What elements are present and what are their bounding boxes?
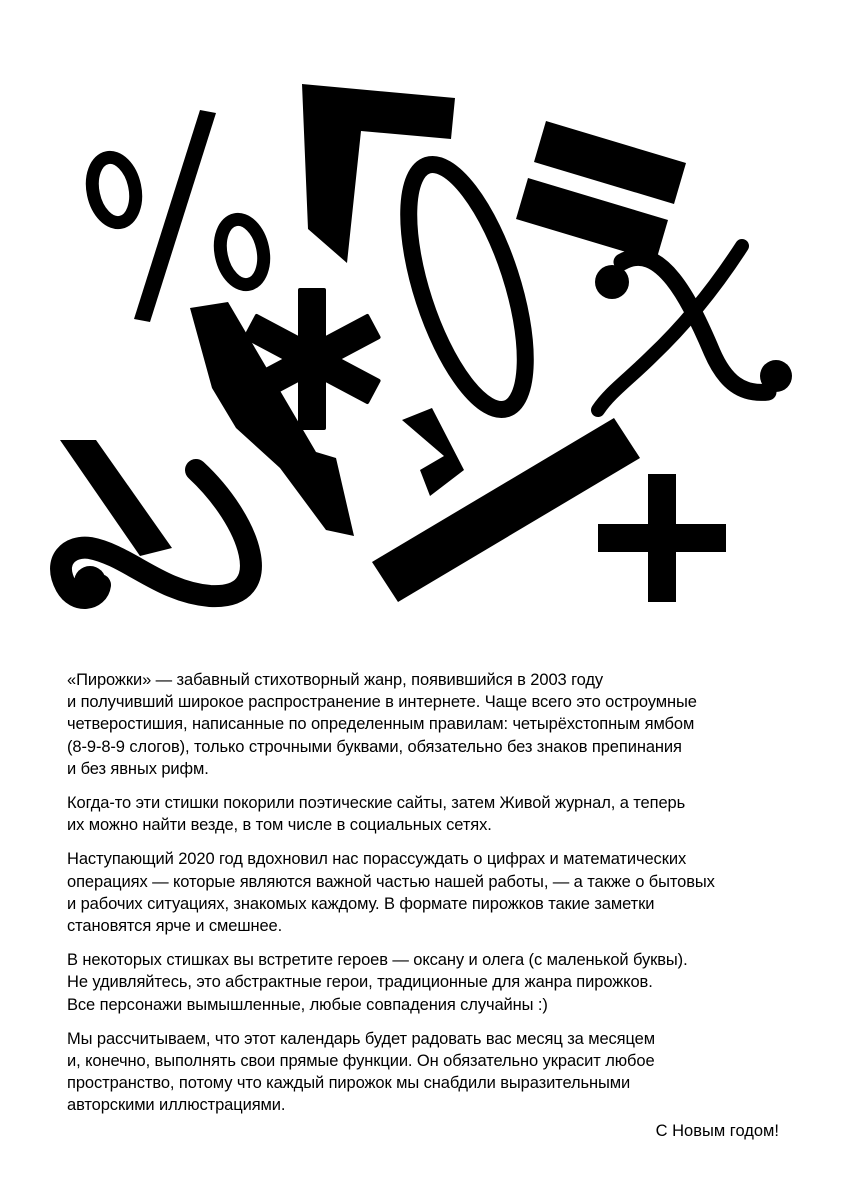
intro-paragraph: Мы рассчитываем, что этот календарь будет радовать вас месяц за месяцем и, конечно, выполнять свои прямые функции. Он обязательно украсит любое пространство, потому что каждый пирожок мы снабдили выразительными авторскими иллюстрациями.	[67, 1029, 656, 1115]
intro-paragraph: В некоторых стишках вы встретите героев — оксану и олега (с маленькой буквы). Не удивляйтесь, это абстрактные герои, традиционные для жанра пирожков. Все персонажи вымышленные, любые совпадения случайны :)	[67, 951, 688, 1014]
intro-paragraph: «Пирожки» — забавный стихотворный жанр, появившийся в 2003 году и получивший широкое распространение в интернете. Чаще всего это остроумные четверостишия, написанные по определенным правилам: четырёхстопным ямбом (8-9-8-9 слогов), только строчными буквами, обязательно без знаков препинания и без явных рифм.	[67, 671, 697, 778]
intro-paragraph: Когда-то эти стишки покорили поэтические сайты, затем Живой журнал, а теперь их можно найти везде, в том числе в социальных сетях.	[67, 794, 686, 835]
intro-text	[67, 669, 787, 1129]
minus-symbol	[372, 418, 640, 602]
x-symbol	[595, 246, 792, 410]
intro-paragraph: Наступающий 2020 год вдохновил нас порассуждать о цифрах и математических операциях — которые являются важной частью нашей работы, — а также о бытовых и рабочих ситуациях, знакомых каждому. В формате пирожков такие заметки становятся ярче и смешнее.	[67, 850, 715, 936]
y-symbol	[60, 440, 251, 598]
plus-symbol	[598, 474, 726, 602]
corner-bracket-symbol	[302, 84, 455, 263]
comma-symbol	[402, 408, 464, 496]
new-year-greeting: С Новым годом!	[655, 1122, 779, 1140]
percent-symbol	[87, 110, 270, 322]
equals-symbol	[516, 121, 686, 261]
